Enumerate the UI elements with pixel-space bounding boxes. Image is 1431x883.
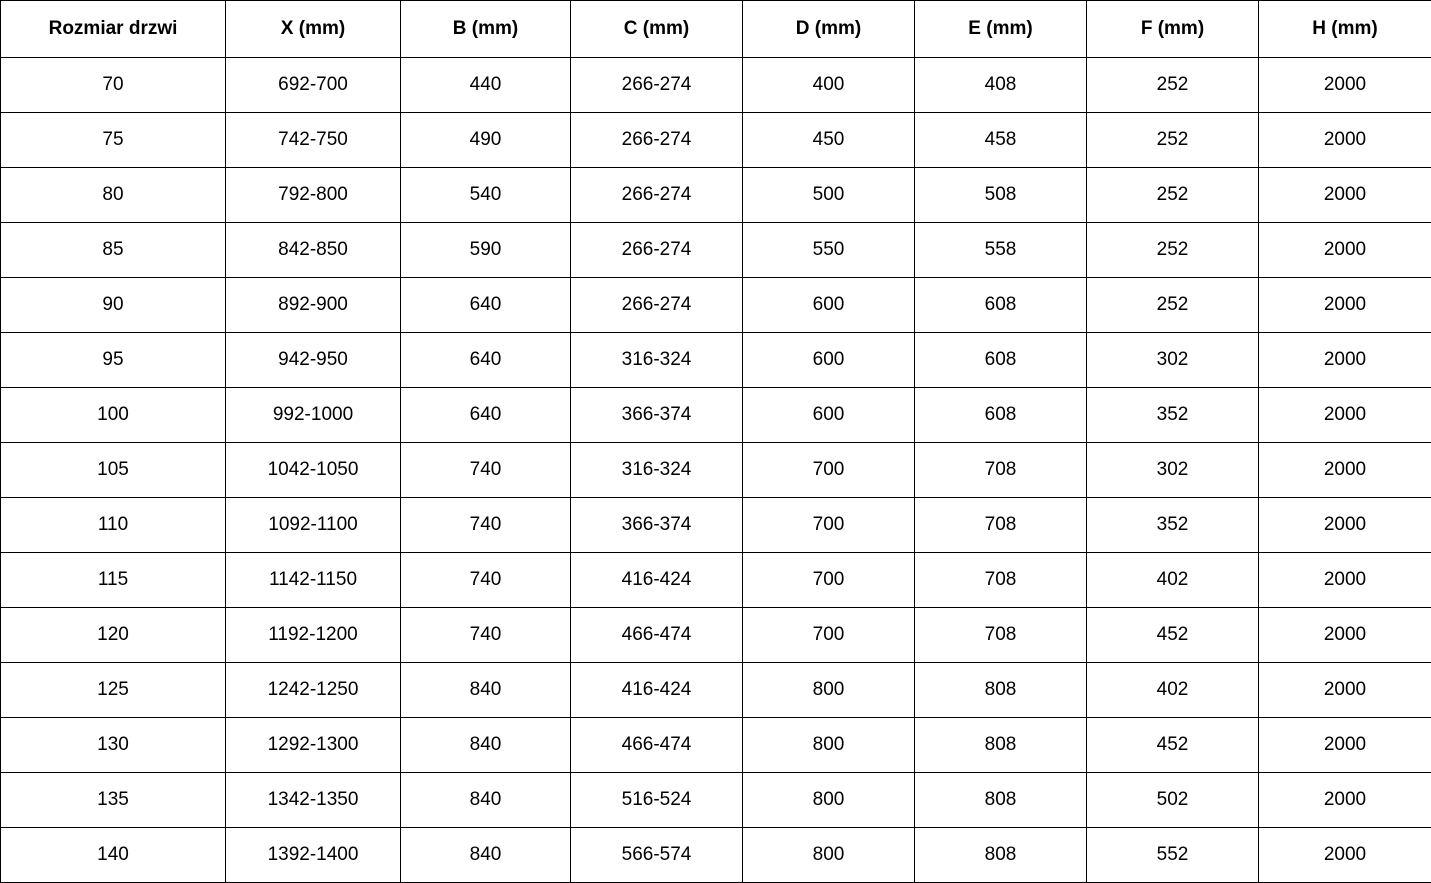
cell-f: 402 <box>1087 663 1259 718</box>
cell-door-size: 120 <box>1 608 226 663</box>
cell-b: 590 <box>401 223 571 278</box>
column-header-x: X (mm) <box>226 1 401 58</box>
cell-b: 440 <box>401 58 571 113</box>
cell-c: 366-374 <box>571 498 743 553</box>
cell-f: 302 <box>1087 443 1259 498</box>
cell-b: 840 <box>401 663 571 718</box>
cell-b: 490 <box>401 113 571 168</box>
cell-f: 252 <box>1087 168 1259 223</box>
column-header-f: F (mm) <box>1087 1 1259 58</box>
cell-b: 540 <box>401 168 571 223</box>
cell-f: 552 <box>1087 828 1259 883</box>
cell-c: 516-524 <box>571 773 743 828</box>
cell-h: 2000 <box>1259 278 1431 333</box>
cell-h: 2000 <box>1259 168 1431 223</box>
cell-x: 1092-1100 <box>226 498 401 553</box>
table-row <box>1 223 1431 278</box>
table-row <box>1 443 1431 498</box>
cell-h: 2000 <box>1259 828 1431 883</box>
cell-door-size: 135 <box>1 773 226 828</box>
table-row <box>1 773 1431 828</box>
cell-b: 740 <box>401 608 571 663</box>
table-row <box>1 278 1431 333</box>
cell-d: 700 <box>743 443 915 498</box>
cell-d: 800 <box>743 718 915 773</box>
cell-b: 740 <box>401 443 571 498</box>
cell-d: 800 <box>743 663 915 718</box>
cell-f: 452 <box>1087 718 1259 773</box>
column-header-h: H (mm) <box>1259 1 1431 58</box>
cell-b: 840 <box>401 773 571 828</box>
cell-c: 466-474 <box>571 608 743 663</box>
cell-b: 640 <box>401 278 571 333</box>
cell-e: 708 <box>915 443 1087 498</box>
cell-d: 700 <box>743 553 915 608</box>
cell-c: 266-274 <box>571 168 743 223</box>
cell-h: 2000 <box>1259 223 1431 278</box>
cell-c: 266-274 <box>571 223 743 278</box>
table-row <box>1 718 1431 773</box>
cell-h: 2000 <box>1259 443 1431 498</box>
cell-x: 692-700 <box>226 58 401 113</box>
column-header-c: C (mm) <box>571 1 743 58</box>
cell-b: 640 <box>401 388 571 443</box>
cell-door-size: 70 <box>1 58 226 113</box>
cell-e: 558 <box>915 223 1087 278</box>
cell-h: 2000 <box>1259 388 1431 443</box>
cell-f: 452 <box>1087 608 1259 663</box>
cell-c: 266-274 <box>571 113 743 168</box>
cell-x: 1192-1200 <box>226 608 401 663</box>
cell-c: 266-274 <box>571 278 743 333</box>
cell-e: 508 <box>915 168 1087 223</box>
cell-door-size: 80 <box>1 168 226 223</box>
cell-c: 266-274 <box>571 58 743 113</box>
cell-e: 808 <box>915 828 1087 883</box>
cell-e: 608 <box>915 278 1087 333</box>
cell-h: 2000 <box>1259 333 1431 388</box>
cell-f: 502 <box>1087 773 1259 828</box>
cell-e: 808 <box>915 718 1087 773</box>
cell-e: 808 <box>915 773 1087 828</box>
cell-c: 416-424 <box>571 553 743 608</box>
cell-f: 252 <box>1087 113 1259 168</box>
cell-d: 500 <box>743 168 915 223</box>
cell-b: 840 <box>401 718 571 773</box>
cell-b: 740 <box>401 553 571 608</box>
cell-e: 708 <box>915 553 1087 608</box>
cell-x: 1342-1350 <box>226 773 401 828</box>
cell-c: 316-324 <box>571 443 743 498</box>
cell-f: 252 <box>1087 58 1259 113</box>
cell-d: 800 <box>743 828 915 883</box>
cell-h: 2000 <box>1259 608 1431 663</box>
cell-e: 608 <box>915 388 1087 443</box>
cell-d: 600 <box>743 388 915 443</box>
cell-door-size: 110 <box>1 498 226 553</box>
cell-x: 892-900 <box>226 278 401 333</box>
cell-f: 252 <box>1087 223 1259 278</box>
table-row <box>1 828 1431 883</box>
cell-x: 1042-1050 <box>226 443 401 498</box>
table-row <box>1 113 1431 168</box>
cell-d: 800 <box>743 773 915 828</box>
cell-f: 352 <box>1087 498 1259 553</box>
cell-door-size: 100 <box>1 388 226 443</box>
cell-x: 1292-1300 <box>226 718 401 773</box>
cell-door-size: 130 <box>1 718 226 773</box>
table-row <box>1 553 1431 608</box>
cell-x: 742-750 <box>226 113 401 168</box>
cell-x: 992-1000 <box>226 388 401 443</box>
column-header-e: E (mm) <box>915 1 1087 58</box>
cell-x: 1392-1400 <box>226 828 401 883</box>
cell-c: 366-374 <box>571 388 743 443</box>
cell-c: 416-424 <box>571 663 743 718</box>
table-row <box>1 608 1431 663</box>
cell-f: 252 <box>1087 278 1259 333</box>
cell-x: 792-800 <box>226 168 401 223</box>
cell-h: 2000 <box>1259 663 1431 718</box>
cell-x: 1242-1250 <box>226 663 401 718</box>
cell-door-size: 105 <box>1 443 226 498</box>
table-row <box>1 168 1431 223</box>
cell-b: 740 <box>401 498 571 553</box>
cell-door-size: 90 <box>1 278 226 333</box>
column-header-door-size: Rozmiar drzwi <box>1 1 226 58</box>
cell-f: 302 <box>1087 333 1259 388</box>
table-row <box>1 498 1431 553</box>
cell-door-size: 140 <box>1 828 226 883</box>
cell-f: 352 <box>1087 388 1259 443</box>
cell-h: 2000 <box>1259 718 1431 773</box>
cell-f: 402 <box>1087 553 1259 608</box>
cell-e: 408 <box>915 58 1087 113</box>
cell-door-size: 95 <box>1 333 226 388</box>
cell-h: 2000 <box>1259 498 1431 553</box>
cell-e: 708 <box>915 608 1087 663</box>
column-header-b: B (mm) <box>401 1 571 58</box>
cell-e: 458 <box>915 113 1087 168</box>
table-row <box>1 333 1431 388</box>
cell-x: 842-850 <box>226 223 401 278</box>
cell-d: 700 <box>743 498 915 553</box>
cell-c: 466-474 <box>571 718 743 773</box>
cell-x: 1142-1150 <box>226 553 401 608</box>
cell-b: 840 <box>401 828 571 883</box>
cell-e: 708 <box>915 498 1087 553</box>
column-header-d: D (mm) <box>743 1 915 58</box>
cell-d: 600 <box>743 278 915 333</box>
cell-c: 566-574 <box>571 828 743 883</box>
cell-h: 2000 <box>1259 553 1431 608</box>
cell-d: 550 <box>743 223 915 278</box>
cell-c: 316-324 <box>571 333 743 388</box>
cell-e: 608 <box>915 333 1087 388</box>
cell-x: 942-950 <box>226 333 401 388</box>
cell-h: 2000 <box>1259 113 1431 168</box>
cell-b: 640 <box>401 333 571 388</box>
cell-door-size: 115 <box>1 553 226 608</box>
cell-h: 2000 <box>1259 58 1431 113</box>
cell-h: 2000 <box>1259 773 1431 828</box>
table-header-row <box>1 1 1431 58</box>
cell-e: 808 <box>915 663 1087 718</box>
table-row <box>1 58 1431 113</box>
cell-door-size: 125 <box>1 663 226 718</box>
cell-door-size: 85 <box>1 223 226 278</box>
table-row <box>1 663 1431 718</box>
cell-door-size: 75 <box>1 113 226 168</box>
cell-d: 600 <box>743 333 915 388</box>
table-row <box>1 388 1431 443</box>
cell-d: 450 <box>743 113 915 168</box>
cell-d: 700 <box>743 608 915 663</box>
cell-d: 400 <box>743 58 915 113</box>
